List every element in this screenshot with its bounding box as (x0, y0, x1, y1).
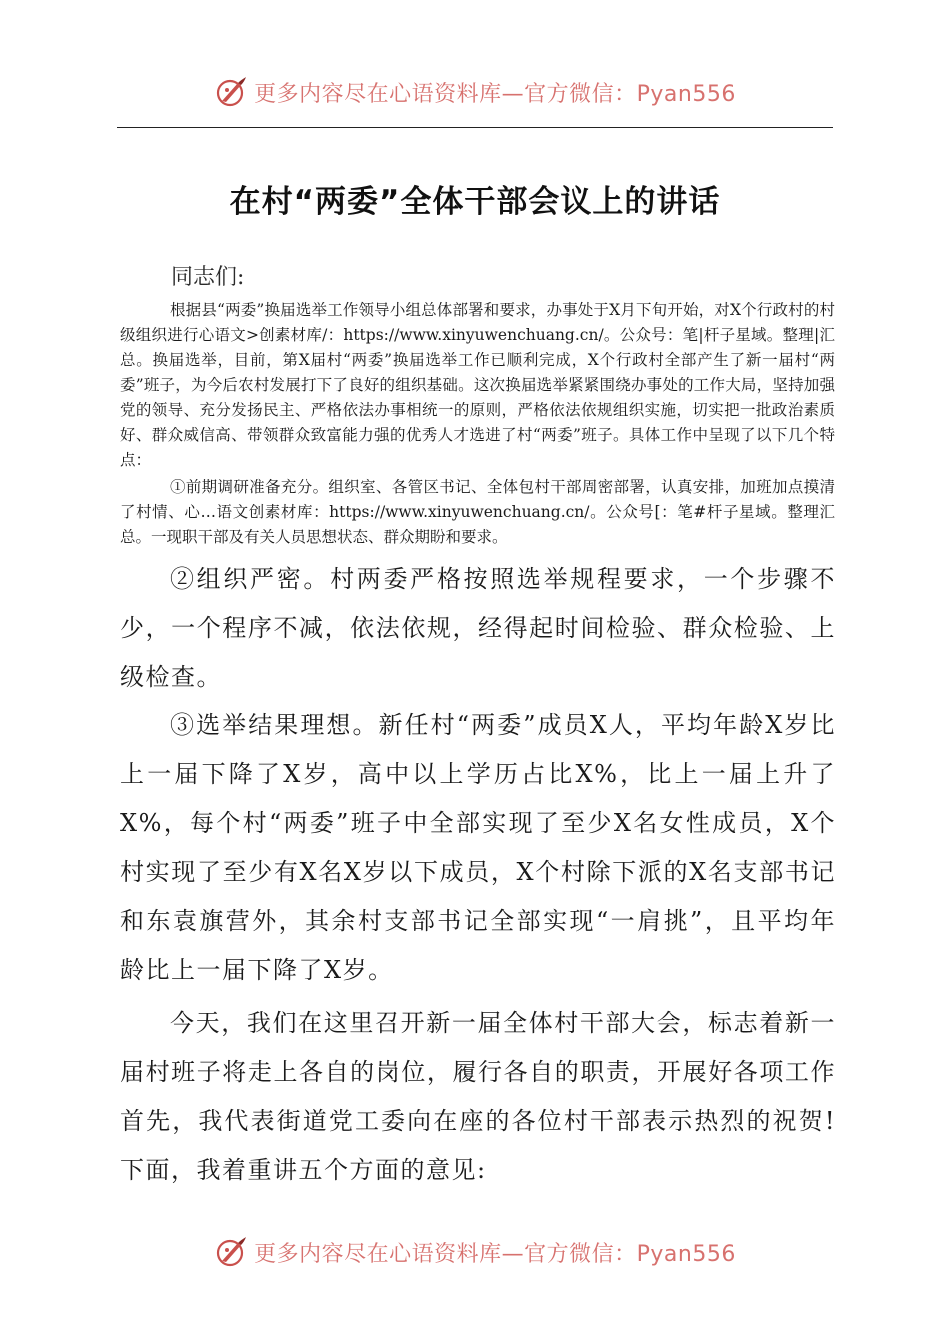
footer-banner-text: 更多内容尽在心语资料库—官方微信：Pyan556 (254, 1241, 736, 1267)
paragraph-point-2: ②组织严密。村两委严格按照选举规程要求，一个步骤不少，一个程序不减，依法依规，经得起时间检验、群众检验、上级检查。 (120, 565, 836, 691)
paragraph-point-1: ①前期调研准备充分。组织室、各管区书记、全体包村干部周密部署，认真安排，加班加点摸清了村情、心…语文创素材库：https://www.xinyuwenchuang.cn/。公众号[：笔#杆子星域。整理汇总。一现职干部及有关人员思想状态、群众期盼和要求。 (120, 478, 835, 546)
paragraph-intro: 根据县“两委”换届选举工作领导小组总体部署和要求，办事处于X月下旬开始，对X个行政村的村级组织进行心语文>创素材库/：https://www.xinyuwenchuang.cn/。公众号：笔|杆子星域。整理|汇总。换届选举，目前，第X届村“两委”换届选举工作已顺利完成，X个行政村全部产生了新一届村“两委”班子，为今后农村发展打下了良好的组织基础。这次换届选举紧紧围绕办事处的工作大局，坚持加强党的领导、充分发扬民主、严格依法办事相统一的原则，严格依法依规组织实施，切实把一批政治素质好、群众威信高、带领群众致富能力强的优秀人才选进了村“两委”班子。具体工作中呈现了以下几个特点： (120, 301, 835, 469)
paragraph-today: 今天，我们在这里召开新一届全体村干部大会，标志着新一届村班子将走上各自的岗位，履行各自的职责，开展好各项工作首先，我代表街道党工委向在座的各位村干部表示热烈的祝贺!下面，我着重讲五个方面的意见: (120, 1009, 836, 1184)
header-divider (117, 127, 833, 128)
header-banner (0, 72, 950, 112)
paragraph-point-3: ③选举结果理想。新任村“两委”成员X人，平均年龄X岁比上一届下降了X岁，高中以上学历占比X%，比上一届上升了X%，每个村“两委”班子中全部实现了至少X名女性成员，X个村实现了至少有X名X岁以下成员，X个村除下派的X名支部书记和东袁旗营外，其余村支部书记全部实现“一肩挑”，且平均年龄比上一届下降了X岁。 (120, 711, 836, 984)
quill-logo-icon (214, 1235, 248, 1269)
header-banner-text: 更多内容尽在心语资料库—官方微信：Pyan556 (254, 81, 736, 107)
salutation: 同志们: (171, 265, 245, 290)
quill-logo-icon (214, 75, 248, 109)
page-title: 在村“两委”全体干部会议上的讲话 (229, 184, 721, 220)
footer-banner (0, 1232, 950, 1272)
